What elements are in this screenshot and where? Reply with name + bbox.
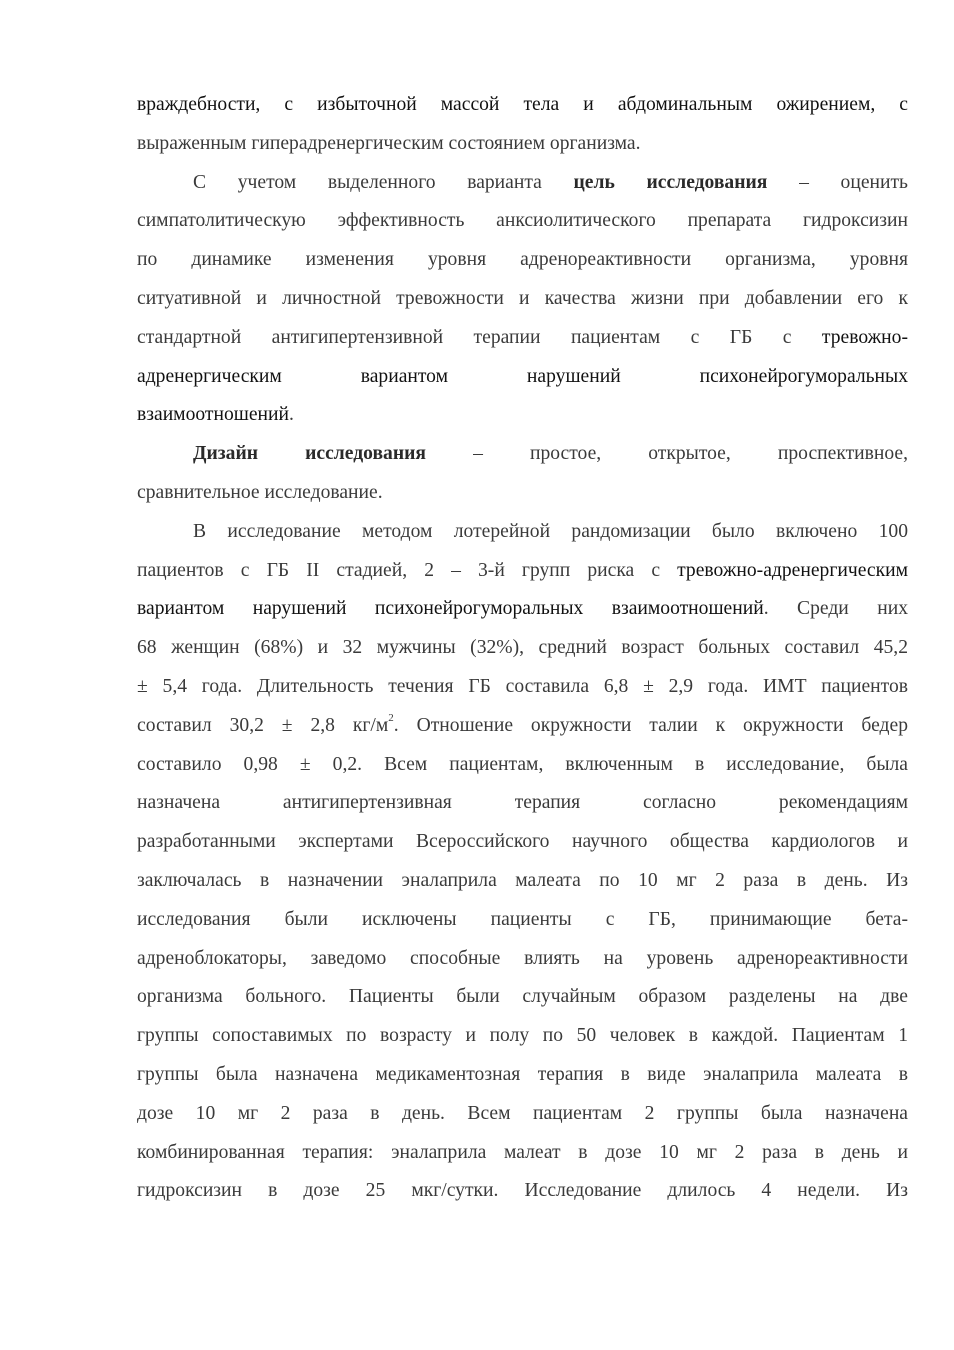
bold-term: цель исследования xyxy=(573,171,768,193)
text-line: группы была назначена медикаментозная терапия в виде эналаприла малеата в xyxy=(137,1063,908,1085)
text-line xyxy=(137,435,908,474)
text-line: разработанными экспертами Всероссийского научного общества кардиологов и xyxy=(137,831,908,853)
text-run: пациентов с ГБ II стадией, 2 – 3-й групп риска с xyxy=(137,559,678,581)
text-line: группы сопоставимых по возрасту и полу по 50 человек в каждой. Пациентам 1 xyxy=(137,1025,908,1047)
text-line: адреноблокаторы, заведомо способные влиять на уровень адренореактивности xyxy=(137,947,908,969)
superscript: 2 xyxy=(388,712,394,725)
text-line: ситуативной и личностной тревожности и качества жизни при добавлении его к xyxy=(137,287,908,309)
text-run: – простое, открытое, проспективное, xyxy=(426,443,908,465)
text-line: назначена антигипертензивная терапия согласно рекомендациям xyxy=(137,792,908,814)
text-line: исследования были исключены пациенты с ГБ, принимающие бета- xyxy=(137,908,908,930)
text-run: тревожно- xyxy=(821,326,908,348)
text-run: вариантом нарушений психонейрогуморальных взаимоотношений xyxy=(137,598,764,620)
text-line: заключалась в назначении эналаприла малеата по 10 мг 2 раза в день. Из xyxy=(137,869,908,891)
text-line: комбинированная терапия: эналаприла малеат в дозе 10 мг 2 раза в день и xyxy=(137,1141,908,1163)
text-line: организма больного. Пациенты были случайным образом разделены на две xyxy=(137,986,908,1008)
text-run: . Отношение окружности талии к окружности бедер xyxy=(393,714,908,736)
text-line: симпатолитическую эффективность анксиолитического препарата гидроксизин xyxy=(137,210,908,232)
text-run: составил 30,2 ± 2,8 кг/м xyxy=(137,714,389,736)
text-line: 68 женщин (68%) и 32 мужчины (32%), средний возраст больных составил 45,2 xyxy=(137,637,908,659)
text-line: по динамике изменения уровня адренореактивности организма, уровня xyxy=(137,249,908,271)
text-line xyxy=(137,164,908,203)
text-line: дозе 10 мг 2 раза в день. Всем пациентам 2 группы была назначена xyxy=(137,1102,908,1124)
text-line: адренергическим вариантом нарушений психонейрогуморальных xyxy=(137,365,908,387)
document-body xyxy=(137,86,908,1211)
bold-term: Дизайн исследования xyxy=(193,443,426,465)
text-line: враждебности, с избыточной массой тела и абдоминальным ожирением, с xyxy=(137,94,908,115)
text-line: ± 5,4 года. Длительность течения ГБ составила 6,8 ± 2,9 года. ИМТ пациентов xyxy=(137,675,908,697)
text-line: сравнительное исследование. xyxy=(137,481,383,503)
text-line: гидроксизин в дозе 25 мкг/сутки. Исследование длилось 4 недели. Из xyxy=(137,1180,908,1202)
text-run: . xyxy=(289,404,294,426)
text-run: – оценить xyxy=(767,171,908,193)
text-run: тревожно-адренергическим xyxy=(677,559,908,581)
text-line: составило 0,98 ± 0,2. Всем пациентам, включенным в исследование, была xyxy=(137,753,908,775)
text-line xyxy=(137,590,908,629)
text-line xyxy=(137,552,908,591)
text-run: взаимоотношений xyxy=(137,404,289,426)
text-line xyxy=(137,707,908,746)
text-run: С учетом выделенного варианта xyxy=(193,171,574,193)
text-line: выраженным гиперадренергическим состоянием организма. xyxy=(137,132,641,154)
text-line: В исследование методом лотерейной рандомизации было включено 100 xyxy=(193,520,908,542)
text-line xyxy=(137,319,908,358)
text-run: стандартной антигипертензивной терапии пациентам с ГБ с xyxy=(137,326,822,348)
text-run: . Среди них xyxy=(763,598,908,620)
text-line xyxy=(137,396,908,435)
